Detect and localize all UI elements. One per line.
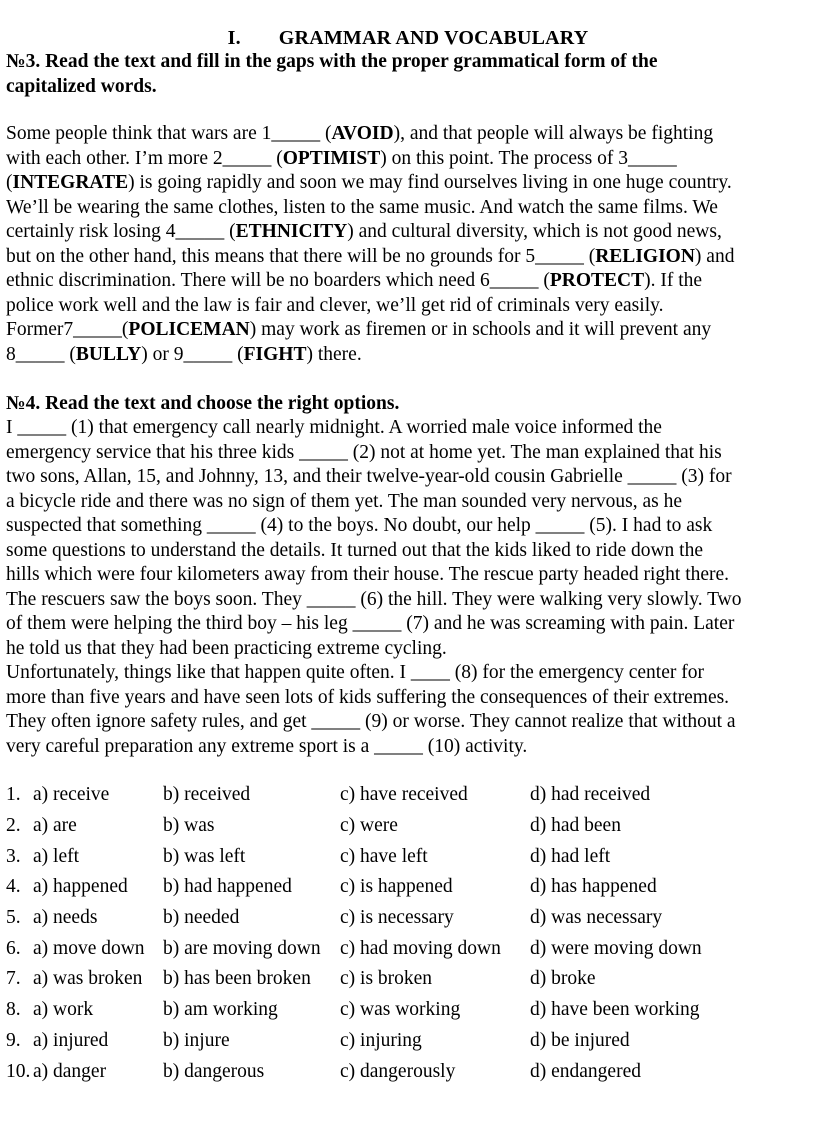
option-b: b) has been broken [163, 968, 311, 990]
text-segment: certainly risk losing 4_____ ( [6, 221, 236, 242]
task3-text-line [6, 147, 812, 172]
option-number: 10. [6, 1060, 31, 1082]
option-b: b) are moving down [163, 937, 321, 959]
text-segment: but on the other hand, this means that there will be no grounds for 5_____ ( [6, 245, 596, 267]
option-c: c) had moving down [340, 937, 501, 959]
task3-text-line [6, 196, 812, 221]
task4-text-line: I _____ (1) that emergency call nearly midnight. A worried male voice informed the [6, 417, 662, 438]
task3-heading [6, 50, 806, 99]
option-b: b) received [163, 784, 251, 806]
option-c: c) is happened [340, 876, 453, 898]
text-segment: ), and that people will always be fighting [393, 123, 714, 144]
option-c: c) is necessary [340, 907, 454, 929]
option-row [6, 780, 812, 811]
task4-text-line: two sons, Allan, 15, and Johnny, 13, and their twelve-year-old cousin Gabrielle _____ (3) for [6, 466, 732, 487]
task4-text-line: very careful preparation any extreme sport is a _____ (10) activity. [6, 735, 528, 757]
section-title [6, 26, 810, 50]
task3-text-line [6, 245, 812, 270]
option-b: b) injure [163, 1029, 230, 1051]
option-row [6, 995, 812, 1026]
text-segment: ( [6, 172, 13, 193]
option-number: 9. [6, 1029, 21, 1051]
text-segment: We’ll be wearing the same clothes, listen to the same music. And watch the same films. We [6, 196, 718, 218]
task4-text-line: They often ignore safety rules, and get _____ (9) or worse. They cannot realize that without a [6, 711, 736, 732]
capitalized-word: INTEGRATE [12, 172, 129, 193]
option-number: 3. [6, 845, 21, 867]
option-b: b) was [163, 815, 215, 837]
capitalized-word: POLICEMAN [128, 319, 250, 340]
task4-text-line: of them were helping the third boy – his leg _____ (7) and he was screaming with pain. Later [6, 613, 735, 634]
option-number: 6. [6, 937, 21, 959]
capitalized-word: FIGHT [243, 343, 307, 365]
text-segment: 8_____ ( [6, 343, 76, 365]
option-number: 5. [6, 907, 21, 929]
task4-text-line: suspected that something _____ (4) to the boys. No doubt, our help _____ (5). I had to ask [6, 515, 713, 536]
option-d: d) broke [530, 968, 596, 990]
option-a: a) needs [33, 907, 98, 929]
task3-text-line [6, 343, 812, 368]
option-c: c) is broken [340, 968, 433, 990]
option-c: c) injuring [340, 1029, 422, 1051]
text-segment: ) and cultural diversity, which is not good news, [347, 221, 722, 242]
task3-heading-line: №3. Read the text and fill in the gaps with the proper grammatical form of the [6, 51, 658, 72]
option-a: a) are [33, 815, 77, 837]
option-a: a) happened [33, 876, 128, 898]
capitalized-word: PROTECT [549, 270, 645, 291]
option-b: b) dangerous [163, 1060, 265, 1082]
text-segment: police work well and the law is fair and clever, we’ll get rid of criminals very easily. [6, 294, 664, 316]
option-a: a) move down [33, 937, 145, 959]
option-d: d) had received [530, 784, 651, 806]
section-heading: GRAMMAR AND VOCABULARY [278, 27, 589, 49]
option-d: d) endangered [530, 1060, 641, 1082]
task3-text-line [6, 122, 812, 147]
option-row [6, 872, 812, 903]
option-b: b) needed [163, 907, 240, 929]
task3-text-line [6, 171, 812, 196]
option-b: b) had happened [163, 876, 292, 898]
option-d: d) have been working [530, 999, 700, 1021]
text-segment: ) or 9_____ ( [141, 343, 244, 365]
option-d: d) has happened [530, 876, 657, 898]
text-segment: with each other. I’m more 2_____ ( [6, 147, 283, 169]
option-number: 4. [6, 876, 21, 898]
capitalized-word: ETHNICITY [235, 221, 348, 242]
task3-text-line [6, 318, 812, 343]
option-b: b) am working [163, 999, 278, 1021]
text-segment: Former7_____( [6, 319, 129, 340]
option-a: a) work [33, 999, 94, 1021]
task4-text-line: some questions to understand the details. It turned out that the kids liked to ride down the [6, 539, 704, 561]
option-number: 7. [6, 968, 21, 990]
section-number: I. [227, 27, 241, 49]
option-c: c) have left [340, 845, 428, 867]
option-number: 8. [6, 999, 21, 1021]
text-segment: ethnic discrimination. There will be no boarders which need 6_____ ( [6, 270, 550, 291]
option-row [6, 933, 812, 964]
option-c: c) have received [340, 784, 468, 806]
option-a: a) was broken [33, 968, 143, 990]
option-row [6, 811, 812, 842]
task3-text-line [6, 220, 812, 245]
task4-text [6, 416, 812, 759]
option-c: c) dangerously [340, 1060, 456, 1082]
task4-text-line: hills which were four kilometers away from their house. The rescue party headed right there. [6, 564, 730, 585]
capitalized-word: RELIGION [595, 245, 695, 267]
text-segment: ) on this point. The process of 3_____ [380, 147, 677, 169]
option-number: 2. [6, 815, 21, 837]
task4-text-line: The rescuers saw the boys soon. They _____ (6) the hill. They were walking very slowly. Two [6, 588, 742, 610]
option-d: d) had left [530, 845, 611, 867]
task4-text-line: he told us that they had been practicing extreme cycling. [6, 637, 447, 659]
task4-text-line: more than five years and have seen lots of kids suffering the consequences of their extremes. [6, 686, 730, 708]
text-segment: ) is going rapidly and soon we may find ourselves living in one huge country. [128, 172, 732, 193]
option-d: d) were moving down [530, 937, 702, 959]
option-d: d) was necessary [530, 907, 663, 929]
text-segment: Some people think that wars are 1_____ ( [6, 123, 332, 144]
option-c: c) were [340, 815, 398, 837]
option-row [6, 903, 812, 934]
task3-text-line [6, 269, 812, 294]
capitalized-word: AVOID [331, 123, 394, 144]
option-row [6, 841, 812, 872]
option-a: a) receive [33, 784, 110, 806]
option-row [6, 1056, 812, 1087]
capitalized-word: OPTIMIST [282, 147, 381, 169]
option-number: 1. [6, 784, 21, 806]
option-a: a) danger [33, 1060, 107, 1082]
options-table [6, 780, 812, 1087]
option-row [6, 964, 812, 995]
task4-heading: №4. Read the text and choose the right options. [6, 393, 400, 414]
task3-text-line [6, 294, 812, 319]
capitalized-word: BULLY [75, 343, 142, 365]
option-d: d) had been [530, 815, 621, 837]
option-a: a) injured [33, 1029, 109, 1051]
text-segment: ) may work as firemen or in schools and it will prevent any [249, 319, 712, 340]
task4-text-line: emergency service that his three kids _____ (2) not at home yet. The man explained that his [6, 441, 722, 463]
option-a: a) left [33, 845, 80, 867]
text-segment: ) and [694, 245, 735, 267]
option-row [6, 1026, 812, 1057]
task3-heading-line: capitalized words. [6, 75, 157, 97]
option-b: b) was left [163, 845, 246, 867]
text-segment: ) there. [306, 343, 362, 365]
option-c: c) was working [340, 999, 461, 1021]
option-d: d) be injured [530, 1029, 630, 1051]
text-segment: ). If the [644, 270, 703, 291]
task4-text-line: a bicycle ride and there was no sign of them yet. The man sounded very nervous, as he [6, 490, 682, 512]
task4-text-line: Unfortunately, things like that happen quite often. I ____ (8) for the emergency center for [6, 662, 704, 683]
task3-text [6, 122, 812, 367]
